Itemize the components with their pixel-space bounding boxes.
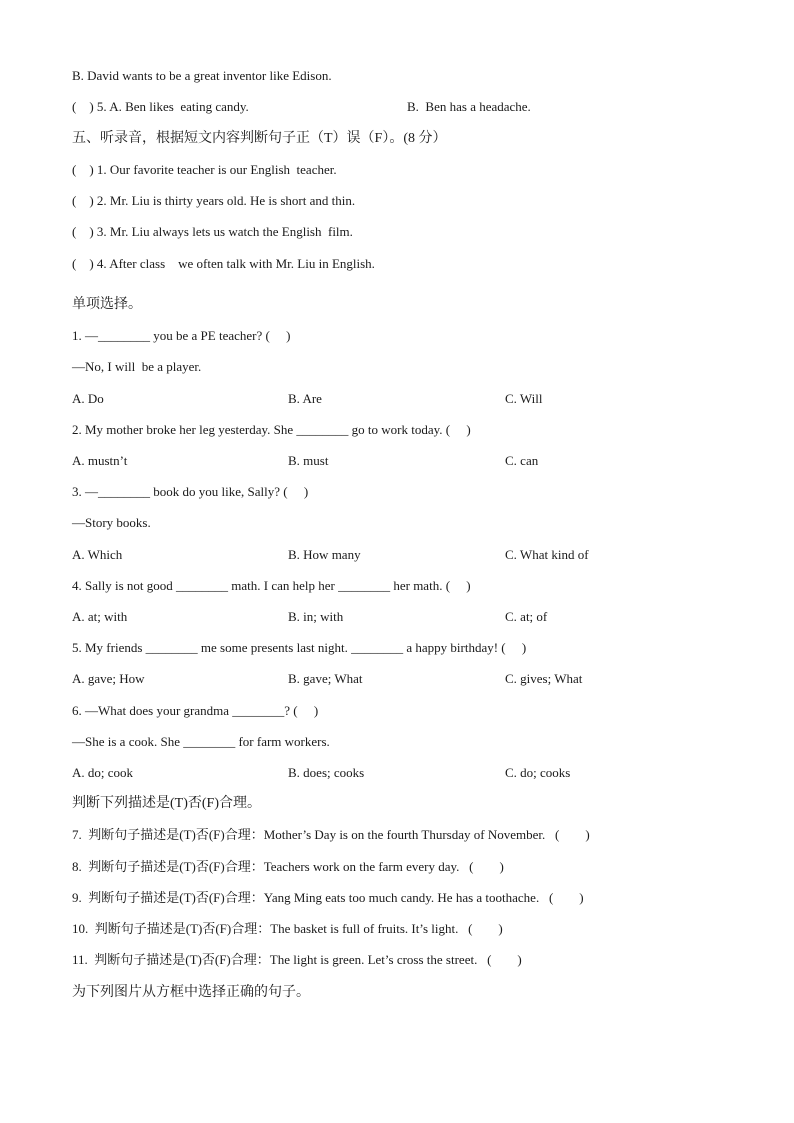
text-line: ( ) 3. Mr. Liu always lets us watch the English film. (72, 224, 353, 239)
option-b: B. in; with (288, 609, 344, 624)
option-b: B. does; cooks (288, 765, 365, 780)
text-line: B. David wants to be a great inventor like Edison. (72, 68, 332, 83)
option-c: C. do; cooks (505, 765, 571, 780)
section-heading: 五、听录音，根据短文内容判断句子正（T）误（F）。(8 分） (72, 131, 447, 146)
question-line: 2. My mother broke her leg yesterday. She ________ go to work today. ( ) (72, 422, 471, 437)
option-a: A. gave; How (72, 671, 145, 686)
question-line: 5. My friends ________ me some presents last night. ________ a happy birthday! ( ) (72, 640, 527, 655)
option-a: A. at; with (72, 609, 128, 624)
option-b: B. How many (288, 547, 361, 562)
question-line: 11. 判断句子描述是(T)否(F)合理：The light is green. Let’s cross the street. ( ) (72, 952, 522, 967)
question-line: 4. Sally is not good ________ math. I can help her ________ her math. ( ) (72, 578, 471, 593)
option-b: B. must (288, 453, 329, 468)
option-c: C. at; of (505, 609, 548, 624)
question-line: 8. 判断句子描述是(T)否(F)合理：Teachers work on the farm every day. ( ) (72, 859, 504, 874)
text-line: —She is a cook. She ________ for farm workers. (72, 734, 330, 749)
question-line: 7. 判断句子描述是(T)否(F)合理：Mother’s Day is on the fourth Thursday of November. ( ) (72, 827, 590, 842)
option-c: C. Will (505, 391, 543, 406)
text-line: ( ) 1. Our favorite teacher is our English teacher. (72, 162, 337, 177)
text-line: B. Ben has a headache. (407, 99, 531, 114)
option-a: A. Do (72, 391, 104, 406)
option-c: C. gives; What (505, 671, 583, 686)
option-a: A. do; cook (72, 765, 134, 780)
text-line: —Story books. (72, 515, 151, 530)
section-heading: 单项选择。 (72, 297, 142, 312)
text-line: ( ) 2. Mr. Liu is thirty years old. He is short and thin. (72, 193, 356, 208)
option-c: C. can (505, 453, 539, 468)
question-line: 6. —What does your grandma ________? ( ) (72, 703, 319, 718)
question-line: 1. —________ you be a PE teacher? ( ) (72, 328, 291, 343)
question-line: 3. —________ book do you like, Sally? ( ) (72, 484, 309, 499)
section-heading: 为下列图片从方框中选择正确的句子。 (72, 985, 310, 1000)
section-heading: 判断下列描述是(T)否(F)合理。 (72, 796, 261, 811)
text-line: —No, I will be a player. (72, 359, 202, 374)
question-line: 9. 判断句子描述是(T)否(F)合理：Yang Ming eats too much candy. He has a toothache. ( ) (72, 890, 584, 905)
option-a: A. mustn’t (72, 453, 128, 468)
question-line: 10. 判断句子描述是(T)否(F)合理：The basket is full of fruits. It’s light. ( ) (72, 921, 503, 936)
option-b: B. gave; What (288, 671, 363, 686)
text-line: ( ) 4. After class we often talk with Mr. Liu in English. (72, 256, 375, 271)
option-c: C. What kind of (505, 547, 589, 562)
option-b: B. Are (288, 391, 322, 406)
option-a: A. Which (72, 547, 123, 562)
text-line: ( ) 5. A. Ben likes eating candy. (72, 99, 249, 114)
